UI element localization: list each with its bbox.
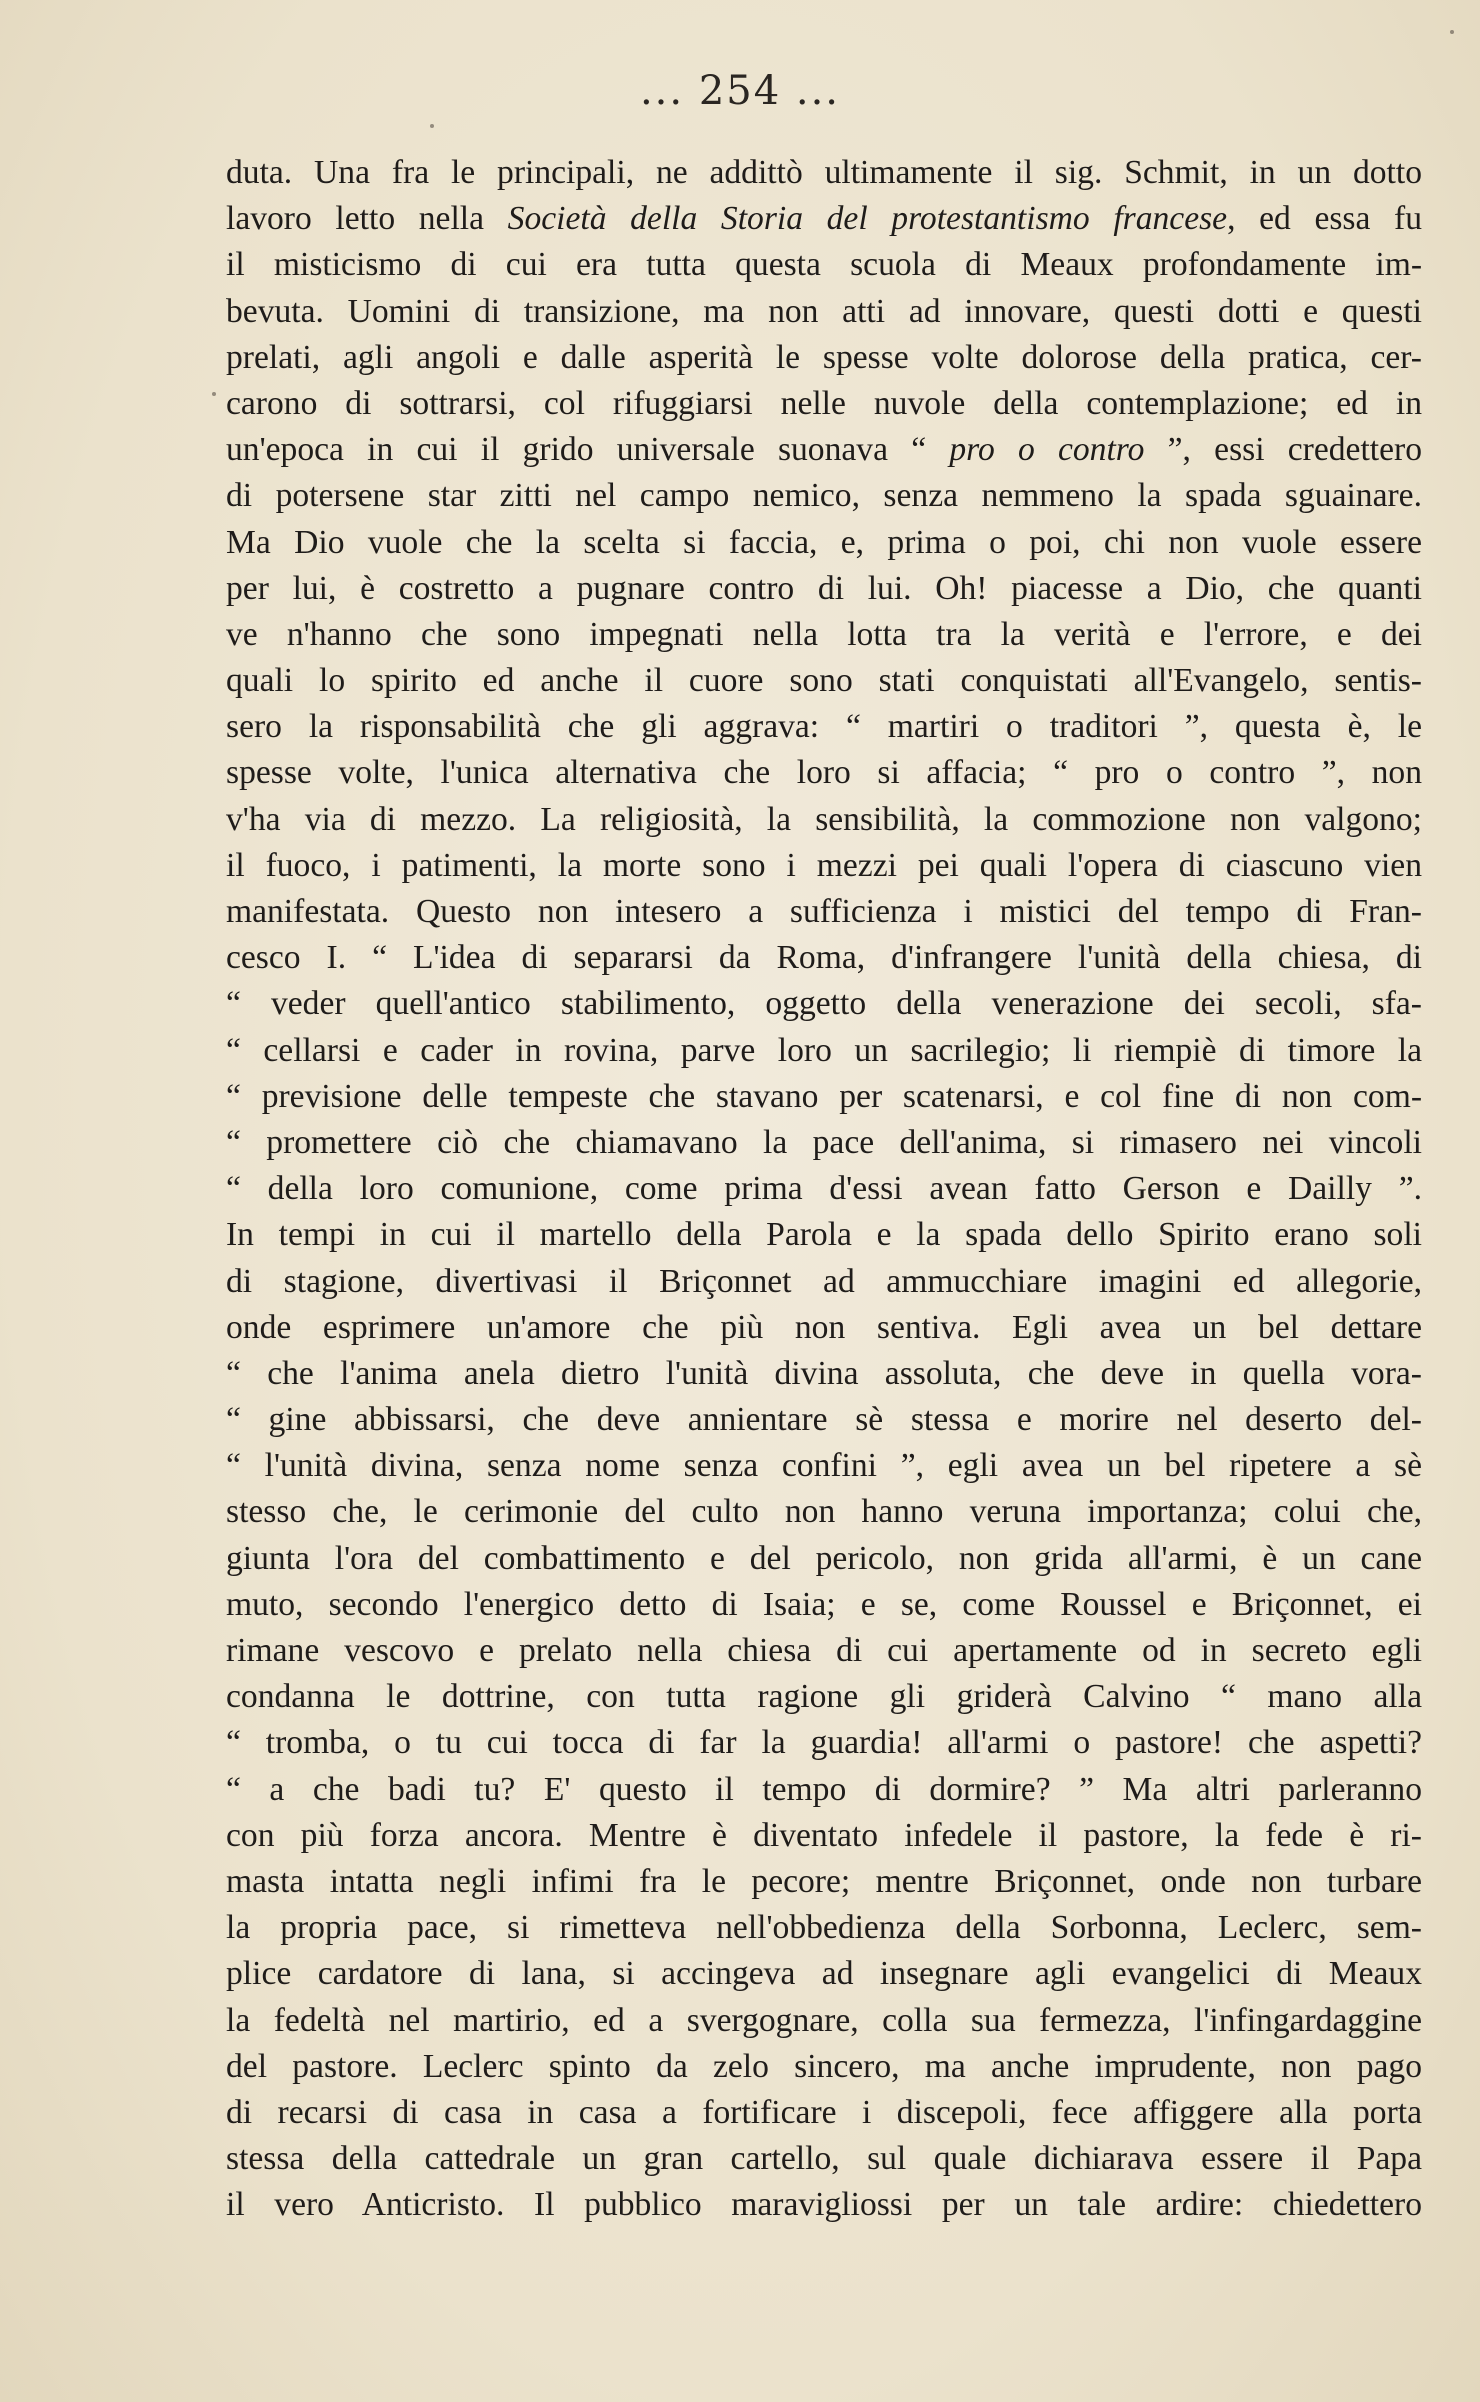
text-line: “ l'unità divina, senza nome senza confini ”, egli avea un bel ripetere a sè bbox=[226, 1447, 1422, 1485]
text-line: del pastore. Leclerc spinto da zelo sincero, ma anche imprudente, non pago bbox=[226, 2047, 1422, 2085]
text-line: la propria pace, si rimetteva nell'obbedienza della Sorbonna, Leclerc, sem- bbox=[226, 1909, 1422, 1947]
text-line: sero la risponsabilità che gli aggrava: “ martiri o traditori ”, questa è, le bbox=[226, 708, 1422, 746]
text-line: condanna le dottrine, con tutta ragione gli griderà Calvino “ mano alla bbox=[226, 1678, 1422, 1716]
text-line: prelati, agli angoli e dalle asperità le spesse volte dolorose della pratica, cer- bbox=[226, 338, 1422, 376]
paper-speck bbox=[430, 124, 434, 128]
text-line: stesso che, le cerimonie del culto non hanno veruna importanza; colui che, bbox=[226, 1493, 1422, 1531]
body-text bbox=[226, 150, 1422, 2228]
text-line: lavoro letto nella Società della Storia del protestantismo francese, ed essa fu bbox=[226, 200, 1423, 238]
text-line: v'ha via di mezzo. La religiosità, la sensibilità, la commozione non valgono; bbox=[226, 800, 1422, 838]
text-line: “ a che badi tu? E' questo il tempo di dormire? ” Ma altri parleranno bbox=[226, 1770, 1422, 1808]
text-line: rimane vescovo e prelato nella chiesa di cui apertamente od in secreto egli bbox=[226, 1632, 1422, 1669]
text-line: di potersene star zitti nel campo nemico, senza nemmeno la spada sguainare. bbox=[226, 477, 1422, 515]
text-line: giunta l'ora del combattimento e del pericolo, non grida all'armi, è un cane bbox=[226, 1539, 1422, 1577]
text-line: plice cardatore di lana, si accingeva ad insegnare agli evangelici di Meaux bbox=[226, 1955, 1422, 1993]
paper-speck bbox=[212, 392, 216, 396]
text-line: manifestata. Questo non intesero a sufficienza i mistici del tempo di Fran- bbox=[226, 893, 1422, 930]
text-line: cesco I. “ L'idea di separarsi da Roma, d'infrangere l'unità della chiesa, di bbox=[226, 939, 1422, 977]
text-line: “ veder quell'antico stabilimento, oggetto della venerazione dei secoli, sfa- bbox=[226, 985, 1422, 1023]
text-line: duta. Una fra le principali, ne addittò ultimamente il sig. Schmit, in un dotto bbox=[226, 154, 1422, 191]
text-line: masta intatta negli infimi fra le pecore; mentre Briçonnet, onde non turbare bbox=[226, 1862, 1422, 1900]
text-line: bevuta. Uomini di transizione, ma non atti ad innovare, questi dotti e questi bbox=[226, 292, 1422, 330]
text-line: con più forza ancora. Mentre è diventato infedele il pastore, la fede è ri- bbox=[226, 1816, 1422, 1854]
text-line: per lui, è costretto a pugnare contro di lui. Oh! piacesse a Dio, che quanti bbox=[226, 569, 1422, 607]
text-line: “ gine abbissarsi, che deve annientare sè stessa e morire nel deserto del- bbox=[226, 1401, 1422, 1439]
text-line: onde esprimere un'amore che più non sentiva. Egli avea un bel dettare bbox=[226, 1308, 1422, 1346]
text-line: “ previsione delle tempeste che stavano per scatenarsi, e col fine di non com- bbox=[226, 1077, 1422, 1115]
text-line: quali lo spirito ed anche il cuore sono stati conquistati all'Evangelo, sentis- bbox=[226, 662, 1422, 700]
text-line: un'epoca in cui il grido universale suonava “ pro o contro ”, essi credettero bbox=[226, 431, 1422, 469]
text-line: “ che l'anima anela dietro l'unità divina assoluta, che deve in quella vora- bbox=[226, 1354, 1422, 1392]
text-line: stessa della cattedrale un gran cartello, sul quale dichiarava essere il Papa bbox=[226, 2140, 1422, 2178]
text-line: “ della loro comunione, come prima d'essi avean fatto Gerson e Dailly ”. bbox=[226, 1170, 1422, 1208]
text-line: “ cellarsi e cader in rovina, parve loro un sacrilegio; li riempiè di timore la bbox=[226, 1031, 1422, 1069]
text-line: “ promettere ciò che chiamavano la pace dell'anima, si rimasero nei vincoli bbox=[226, 1123, 1422, 1161]
text-line: di recarsi di casa in casa a fortificare i discepoli, fece affiggere alla porta bbox=[226, 2093, 1422, 2131]
paper-speck bbox=[1450, 30, 1454, 34]
italic-phrase: pro o contro bbox=[949, 431, 1145, 469]
text-line: di stagione, divertivasi il Briçonnet ad ammucchiare imagini ed allegorie, bbox=[226, 1262, 1422, 1300]
text-line: muto, secondo l'energico detto di Isaia; e se, come Roussel e Briçonnet, ei bbox=[226, 1585, 1422, 1623]
text-line: ve n'hanno che sono impegnati nella lotta tra la verità e l'errore, e dei bbox=[226, 615, 1422, 653]
text-line: la fedeltà nel martirio, ed a svergognare, colla sua fermezza, l'infingardaggine bbox=[226, 2001, 1422, 2039]
text-line: il misticismo di cui era tutta questa scuola di Meaux profondamente im- bbox=[226, 246, 1422, 284]
text-line: il fuoco, i patimenti, la morte sono i mezzi pei quali l'opera di ciascuno vien bbox=[226, 846, 1422, 884]
text-line: il vero Anticristo. Il pubblico maravigliossi per un tale ardire: chiedettero bbox=[226, 2186, 1422, 2224]
text-line: “ tromba, o tu cui tocca di far la guardia! all'armi o pastore! che aspetti? bbox=[226, 1724, 1422, 1762]
italic-phrase: Società della Storia del protestantismo francese bbox=[507, 200, 1228, 238]
text-line: spesse volte, l'unica alternativa che loro si affacia; “ pro o contro ”, non bbox=[226, 754, 1422, 792]
page-number: ... 254 ... bbox=[639, 68, 841, 114]
text-line: Ma Dio vuole che la scelta si faccia, e, prima o poi, chi non vuole essere bbox=[226, 523, 1422, 561]
text-line: carono di sottrarsi, col rifuggiarsi nelle nuvole della contemplazione; ed in bbox=[226, 384, 1422, 422]
text-line: In tempi in cui il martello della Parola e la spada dello Spirito erano soli bbox=[226, 1216, 1422, 1254]
